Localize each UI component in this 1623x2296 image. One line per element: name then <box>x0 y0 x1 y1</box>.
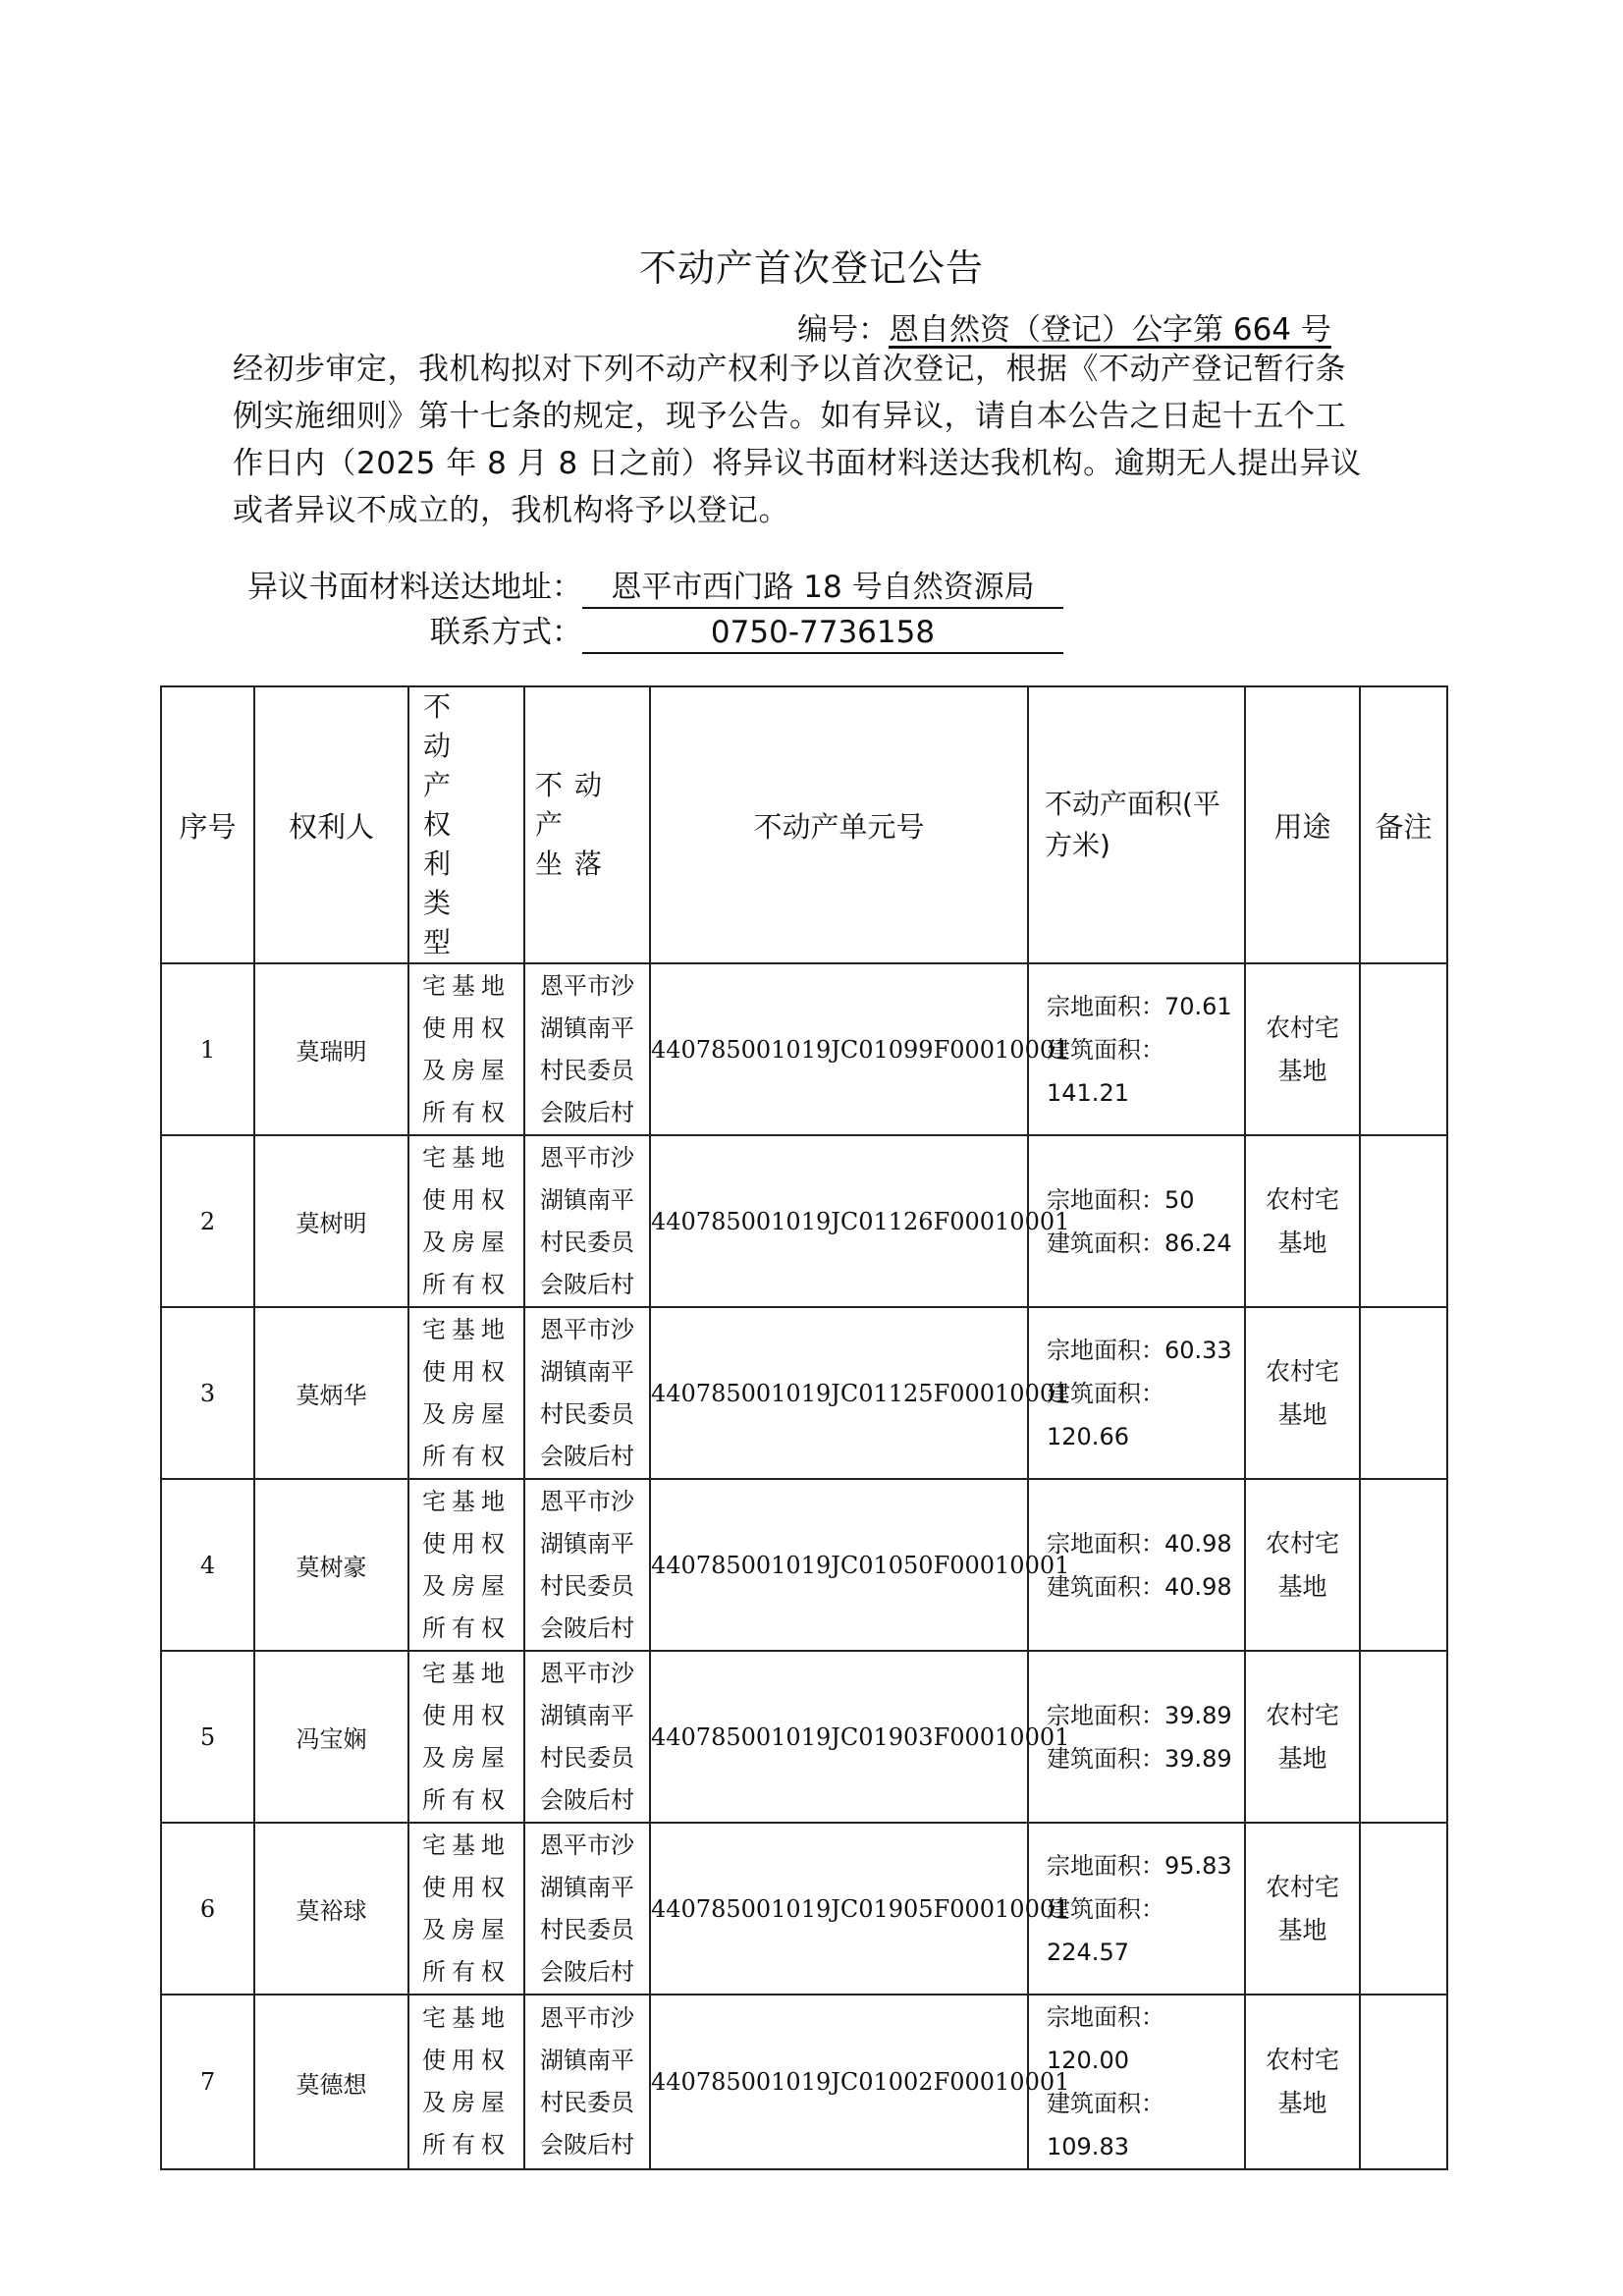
cell-location-line: 村民委员 <box>540 1399 634 1428</box>
cell-remark <box>1360 1823 1447 1995</box>
cell-right-type-line: 使用权 <box>422 1529 511 1558</box>
cell-holder: 莫树豪 <box>254 1479 408 1651</box>
cell-use-line: 农村宅 <box>1265 1700 1339 1729</box>
cell-remark <box>1360 963 1447 1135</box>
cell-use-line: 基地 <box>1277 1228 1327 1257</box>
cell-right-type-line: 宅基地 <box>422 1315 511 1343</box>
cell-location-line: 会陂后村 <box>540 1957 634 1986</box>
contact-value: 0750-7736158 <box>582 613 1063 654</box>
cell-area <box>1028 1651 1245 1823</box>
cell-location-line: 恩平市沙 <box>540 971 634 1000</box>
cell-right-type <box>408 1479 524 1651</box>
cell-right-type-line: 使用权 <box>422 1357 511 1386</box>
header-seq: 序号 <box>161 686 254 963</box>
cell-right-type-line: 及房屋 <box>422 1399 511 1428</box>
cell-location-line: 会陂后村 <box>540 1270 634 1298</box>
cell-location-line: 恩平市沙 <box>540 1315 634 1343</box>
cell-use-line: 基地 <box>1277 2089 1327 2117</box>
cell-right-type <box>408 1995 524 2169</box>
cell-use-line: 基地 <box>1277 1915 1327 1944</box>
cell-building-area: 建筑面积：40.98 <box>1047 1572 1232 1601</box>
cell-area <box>1028 1995 1245 2169</box>
table-row <box>161 1307 1447 1479</box>
table-row <box>161 1479 1447 1651</box>
cell-right-type <box>408 963 524 1135</box>
cell-location-line: 会陂后村 <box>540 2131 634 2159</box>
cell-use <box>1245 1307 1360 1479</box>
cell-location <box>524 1823 650 1995</box>
cell-land-area: 宗地面积：40.98 <box>1047 1529 1232 1558</box>
cell-unit-no: 440785001019JC01099F00010001 <box>650 963 1028 1135</box>
cell-location-line: 湖镇南平 <box>540 2047 634 2074</box>
cell-use-line: 农村宅 <box>1265 1872 1339 1901</box>
cell-land-area: 宗地面积：60.33 <box>1047 1336 1232 1364</box>
header-location-line: 坐落 <box>535 847 615 880</box>
cell-land-area: 宗地面积：39.89 <box>1047 1701 1232 1729</box>
page-title: 不动产首次登记公告 <box>638 246 984 290</box>
cell-building-area: 建筑面积：86.24 <box>1047 1229 1232 1257</box>
cell-seq: 1 <box>161 963 254 1135</box>
objection-address-label: 异议书面材料送达地址： <box>247 570 582 605</box>
cell-location-line: 恩平市沙 <box>540 1143 634 1172</box>
cell-seq: 4 <box>161 1479 254 1651</box>
contact-label: 联系方式： <box>430 615 582 650</box>
cell-right-type <box>408 1135 524 1307</box>
objection-address-row <box>233 562 1063 609</box>
cell-right-type-line: 所有权 <box>422 1957 511 1986</box>
cell-unit-no: 440785001019JC01126F00010001 <box>650 1135 1028 1307</box>
document-number-value: 恩自然资（登记）公字第 664 号 <box>889 312 1331 348</box>
cell-holder: 莫瑞明 <box>254 963 408 1135</box>
cell-land-area: 宗地面积：70.61 <box>1047 992 1232 1020</box>
cell-land-area: 宗地面积：95.83 <box>1047 1851 1232 1880</box>
cell-location-line: 会陂后村 <box>540 1098 634 1126</box>
cell-location-line: 村民委员 <box>540 2089 634 2116</box>
cell-right-type-line: 及房屋 <box>422 1571 511 1600</box>
cell-area <box>1028 963 1245 1135</box>
header-right-type-line: 利 类 <box>423 847 526 919</box>
header-remark: 备注 <box>1360 686 1447 963</box>
cell-right-type-line: 宅基地 <box>422 971 511 1000</box>
cell-location <box>524 1651 650 1823</box>
cell-area <box>1028 1135 1245 1307</box>
cell-location-line: 会陂后村 <box>540 1613 634 1642</box>
cell-right-type-line: 使用权 <box>422 1873 511 1901</box>
cell-location <box>524 1307 650 1479</box>
cell-location-line: 村民委员 <box>540 1743 634 1772</box>
cell-seq: 5 <box>161 1651 254 1823</box>
cell-right-type-line: 宅基地 <box>422 1831 511 1859</box>
header-right-type-line: 产 权 <box>423 769 526 841</box>
registration-table <box>160 685 1448 2170</box>
cell-location-line: 湖镇南平 <box>540 1873 634 1901</box>
cell-land-area: 宗地面积：50 <box>1047 1185 1195 1214</box>
cell-right-type-line: 宅基地 <box>422 1659 511 1687</box>
header-right-type <box>408 686 524 963</box>
cell-holder: 冯宝娴 <box>254 1651 408 1823</box>
cell-right-type-line: 所有权 <box>422 1785 511 1814</box>
table-row <box>161 963 1447 1135</box>
cell-location-line: 湖镇南平 <box>540 1529 634 1558</box>
cell-location-line: 村民委员 <box>540 1915 634 1943</box>
cell-seq: 7 <box>161 1995 254 2169</box>
cell-right-type-line: 及房屋 <box>422 1743 511 1772</box>
cell-location-line: 会陂后村 <box>540 1442 634 1470</box>
notice-text: 经初步审定，我机构拟对下列不动产权利予以首次登记，根据《不动产登记暂行条例实施细则》第十七条的规定，现予公告。如有异议，请自本公告之日起十五个工作日内（2025 年 8 月 8 日之前）将异议书面材料送达我机构。逾期无人提出异议或者异议不成立的，我机构将予以登记。 <box>233 352 1362 528</box>
cell-right-type-line: 使用权 <box>422 1185 511 1214</box>
cell-location-line: 湖镇南平 <box>540 1185 634 1214</box>
cell-right-type-line: 及房屋 <box>422 2089 511 2116</box>
header-area-line: 方米) <box>1045 829 1110 861</box>
cell-right-type-line: 所有权 <box>422 1442 511 1470</box>
cell-right-type-line: 宅基地 <box>422 1487 511 1515</box>
cell-use <box>1245 1135 1360 1307</box>
cell-unit-no: 440785001019JC01050F00010001 <box>650 1479 1028 1651</box>
cell-seq: 6 <box>161 1823 254 1995</box>
header-right-type-line: 不 动 <box>423 690 526 762</box>
cell-unit-no: 440785001019JC01903F00010001 <box>650 1651 1028 1823</box>
cell-location-line: 村民委员 <box>540 1228 634 1256</box>
cell-use-line: 农村宅 <box>1265 2046 1339 2074</box>
cell-use-line: 基地 <box>1277 1571 1327 1601</box>
cell-location <box>524 1135 650 1307</box>
cell-location-line: 恩平市沙 <box>540 1487 634 1515</box>
cell-location <box>524 1479 650 1651</box>
objection-address-value: 恩平市西门路 18 号自然资源局 <box>582 568 1063 609</box>
table-row <box>161 1995 1447 2169</box>
cell-area <box>1028 1479 1245 1651</box>
cell-remark <box>1360 1479 1447 1651</box>
header-location <box>524 686 650 963</box>
table-row <box>161 1823 1447 1995</box>
header-use: 用途 <box>1245 686 1360 963</box>
cell-right-type-line: 及房屋 <box>422 1056 511 1084</box>
cell-use <box>1245 1651 1360 1823</box>
cell-location <box>524 963 650 1135</box>
cell-right-type-line: 及房屋 <box>422 1228 511 1256</box>
cell-building-area: 建筑面积：39.89 <box>1047 1744 1232 1773</box>
cell-holder: 莫炳华 <box>254 1307 408 1479</box>
cell-use-line: 基地 <box>1277 1399 1327 1429</box>
cell-unit-no: 440785001019JC01905F00010001 <box>650 1823 1028 1995</box>
cell-remark <box>1360 1995 1447 2169</box>
contact-row <box>233 607 1063 654</box>
cell-right-type <box>408 1823 524 1995</box>
header-location-line: 不动产 <box>535 769 615 841</box>
cell-right-type-line: 所有权 <box>422 1613 511 1642</box>
cell-right-type-line: 使用权 <box>422 2047 511 2074</box>
header-unit-no: 不动产单元号 <box>650 686 1028 963</box>
cell-use-line: 基地 <box>1277 1056 1327 1085</box>
cell-building-area: 建筑面积：120.66 <box>1047 1379 1164 1450</box>
header-area-line: 不动产面积(平 <box>1045 788 1220 820</box>
cell-building-area: 建筑面积：224.57 <box>1047 1894 1164 1966</box>
cell-area <box>1028 1307 1245 1479</box>
cell-area <box>1028 1823 1245 1995</box>
header-holder: 权利人 <box>254 686 408 963</box>
cell-location-line: 村民委员 <box>540 1056 634 1084</box>
cell-location-line: 会陂后村 <box>540 1785 634 1814</box>
table-header-row <box>161 686 1447 963</box>
cell-right-type <box>408 1307 524 1479</box>
cell-location-line: 恩平市沙 <box>540 1831 634 1859</box>
document-number-label: 编号： <box>797 312 889 348</box>
cell-seq: 2 <box>161 1135 254 1307</box>
header-area <box>1028 686 1245 963</box>
cell-right-type-line: 所有权 <box>422 1098 511 1126</box>
cell-use-line: 农村宅 <box>1265 1184 1339 1214</box>
cell-land-area: 宗地面积：120.00 <box>1047 2003 1164 2074</box>
cell-use <box>1245 1995 1360 2169</box>
cell-remark <box>1360 1135 1447 1307</box>
cell-unit-no: 440785001019JC01125F00010001 <box>650 1307 1028 1479</box>
cell-location-line: 湖镇南平 <box>540 1701 634 1729</box>
table-row <box>161 1651 1447 1823</box>
table-row <box>161 1135 1447 1307</box>
header-right-type-line: 型 <box>423 926 475 958</box>
cell-seq: 3 <box>161 1307 254 1479</box>
cell-holder: 莫裕球 <box>254 1823 408 1995</box>
cell-use-line: 农村宅 <box>1265 1356 1339 1386</box>
cell-remark <box>1360 1651 1447 1823</box>
cell-building-area: 建筑面积：109.83 <box>1047 2090 1164 2160</box>
cell-holder: 莫德想 <box>254 1995 408 2169</box>
cell-right-type-line: 宅基地 <box>422 2004 511 2032</box>
cell-remark <box>1360 1307 1447 1479</box>
cell-use <box>1245 1479 1360 1651</box>
cell-use <box>1245 1823 1360 1995</box>
cell-right-type-line: 及房屋 <box>422 1915 511 1943</box>
cell-use <box>1245 963 1360 1135</box>
cell-use-line: 农村宅 <box>1265 1012 1339 1042</box>
cell-right-type-line: 使用权 <box>422 1013 511 1042</box>
cell-location-line: 恩平市沙 <box>540 2004 634 2032</box>
cell-location-line: 村民委员 <box>540 1571 634 1600</box>
document-number <box>797 304 1331 349</box>
cell-unit-no: 440785001019JC01002F00010001 <box>650 1995 1028 2169</box>
cell-location-line: 湖镇南平 <box>540 1357 634 1386</box>
cell-right-type <box>408 1651 524 1823</box>
cell-right-type-line: 所有权 <box>422 1270 511 1298</box>
cell-right-type-line: 所有权 <box>422 2131 511 2159</box>
cell-location-line: 恩平市沙 <box>540 1659 634 1687</box>
cell-right-type-line: 使用权 <box>422 1701 511 1729</box>
cell-location-line: 湖镇南平 <box>540 1013 634 1042</box>
cell-holder: 莫树明 <box>254 1135 408 1307</box>
cell-use-line: 基地 <box>1277 1743 1327 1773</box>
cell-building-area: 建筑面积：141.21 <box>1047 1035 1164 1107</box>
cell-location <box>524 1995 650 2169</box>
cell-use-line: 农村宅 <box>1265 1528 1339 1558</box>
cell-right-type-line: 宅基地 <box>422 1143 511 1172</box>
